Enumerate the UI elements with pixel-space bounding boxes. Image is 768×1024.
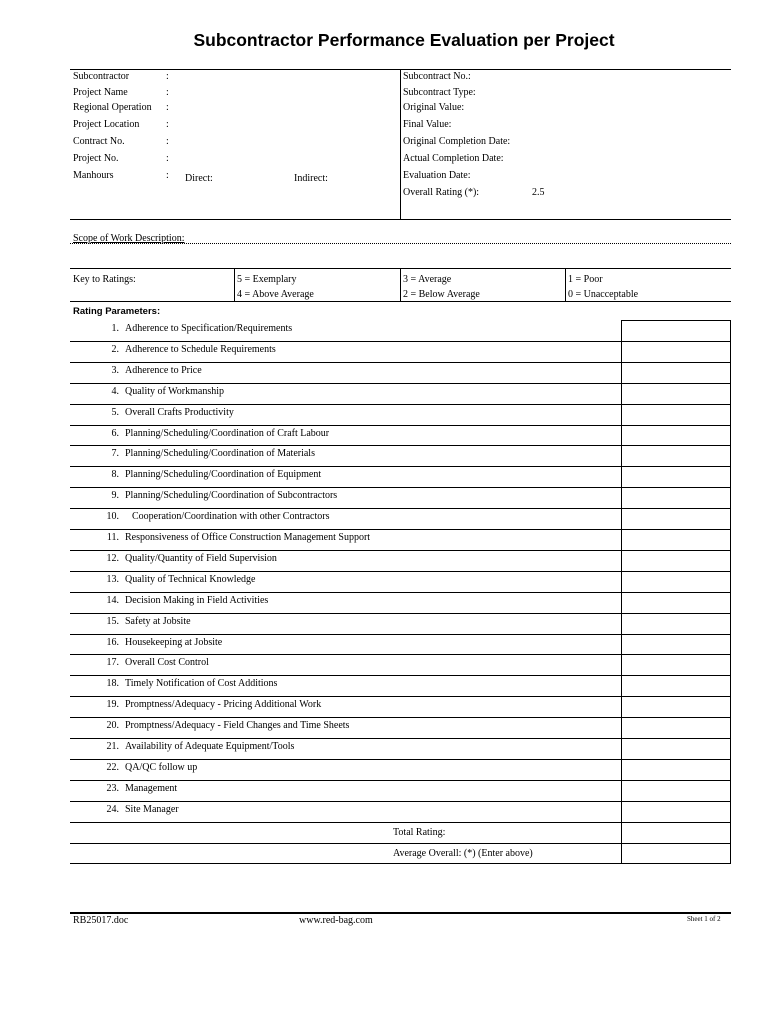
field-label: Project Location: [73, 119, 140, 130]
table-row: [70, 571, 731, 592]
parameter-number: 8.: [111, 469, 119, 481]
row-divider: [70, 675, 731, 676]
table-row: [70, 592, 731, 613]
parameter-number: 24.: [106, 803, 119, 815]
table-row: [70, 425, 731, 446]
field-label: Original Value:: [403, 102, 465, 113]
parameter-number: 17.: [106, 657, 119, 669]
parameter-number: 15.: [106, 615, 119, 627]
table-row: [70, 445, 731, 466]
parameter-number: 11.: [106, 532, 119, 543]
parameter-text: Quality of Workmanship: [125, 385, 224, 397]
field-colon: :: [166, 87, 169, 98]
parameter-text: Overall Crafts Productivity: [125, 406, 234, 418]
row-divider: [70, 466, 731, 467]
row-divider: [70, 383, 731, 384]
table-row: [70, 759, 731, 780]
parameter-number: 18.: [106, 678, 119, 690]
field-label: Actual Completion Date:: [403, 153, 504, 164]
table-row: [70, 550, 731, 571]
table-row: [70, 780, 731, 801]
row-divider: [70, 843, 731, 844]
parameter-number: 9.: [111, 490, 119, 502]
row-divider: [70, 738, 731, 739]
parameter-text: Management: [125, 782, 178, 794]
page-title: Subcontractor Performance Evaluation per Project: [193, 30, 615, 50]
table-row: [70, 696, 731, 717]
field-colon: :: [166, 102, 169, 113]
row-divider: [70, 362, 731, 363]
key-0: 0 = Unacceptable: [568, 289, 639, 300]
table-row: [70, 466, 731, 487]
row-divider: [70, 571, 731, 572]
row-divider: [70, 592, 731, 593]
parameter-text: Promptness/Adequacy - Field Changes and Time Sheets: [125, 720, 350, 732]
footer-rule: [70, 912, 731, 914]
parameter-text: Quality/Quantity of Field Supervision: [125, 552, 277, 564]
parameter-text: QA/QC follow up: [125, 761, 198, 773]
footer-sheet-number: Sheet 1 of 2: [687, 915, 721, 923]
rating-parameters-heading: Rating Parameters:: [73, 306, 161, 317]
row-divider: [70, 341, 731, 342]
field-label: Subcontractor: [73, 71, 130, 82]
manhours-direct: Direct:: [185, 173, 213, 184]
parameter-number: 6.: [111, 427, 119, 439]
field-colon: :: [166, 119, 169, 130]
footer-doc-name: RB25017.doc: [73, 915, 129, 926]
parameter-text: Cooperation/Coordination with other Contractors: [132, 511, 330, 523]
total-rating-label: Total Rating:: [393, 827, 446, 838]
parameter-number: 13.: [106, 573, 119, 585]
field-label: Overall Rating (*):: [403, 187, 480, 198]
parameter-text: Quality of Technical Knowledge: [125, 573, 256, 585]
row-divider: [70, 550, 731, 551]
table-row: [70, 654, 731, 675]
field-colon: :: [166, 136, 169, 147]
row-divider: [70, 863, 731, 864]
scope-of-work-label: Scope of Work Description:: [73, 233, 185, 244]
parameter-number: 16.: [106, 636, 119, 648]
key-divider-3: [565, 268, 566, 301]
row-divider: [70, 822, 731, 823]
field-label: Evaluation Date:: [403, 170, 471, 181]
row-divider: [70, 445, 731, 446]
overall-rating-value: 2.5: [532, 187, 545, 198]
parameter-text: Responsiveness of Office Construction Management Support: [125, 532, 371, 543]
key-5: 5 = Exemplary: [237, 274, 297, 285]
row-divider: [70, 613, 731, 614]
field-label: Manhours: [73, 170, 114, 181]
header-bottom-rule: [70, 219, 731, 220]
parameter-text: Site Manager: [125, 803, 179, 815]
parameter-number: 5.: [111, 406, 119, 418]
field-colon: :: [166, 153, 169, 164]
table-row: [70, 383, 731, 404]
parameter-number: 12.: [106, 552, 119, 564]
table-row: [70, 738, 731, 759]
table-row: [70, 341, 731, 362]
parameter-number: 2.: [111, 343, 119, 355]
parameter-number: 3.: [111, 364, 119, 376]
field-label: Regional Operation: [73, 102, 152, 113]
row-divider: [70, 801, 731, 802]
parameter-text: Planning/Scheduling/Coordination of Equipment: [125, 469, 322, 481]
key-4: 4 = Above Average: [237, 289, 314, 300]
field-label: Original Completion Date:: [403, 136, 511, 147]
parameter-text: Adherence to Specification/Requirements: [125, 323, 293, 334]
header-divider: [400, 69, 401, 219]
footer-url: www.red-bag.com: [299, 915, 373, 926]
average-overall-label: Average Overall: (*) (Enter above): [393, 848, 533, 859]
parameter-number: 7.: [111, 448, 119, 460]
table-row: [70, 508, 731, 529]
row-divider: [70, 634, 731, 635]
parameter-number: 20.: [106, 720, 119, 732]
row-divider: [70, 529, 731, 530]
table-row: [70, 613, 731, 634]
parameter-text: Housekeeping at Jobsite: [125, 636, 223, 648]
parameter-text: Planning/Scheduling/Coordination of Subcontractors: [125, 490, 338, 502]
field-label: Final Value:: [403, 119, 452, 130]
parameter-text: Planning/Scheduling/Coordination of Craft Labour: [125, 427, 330, 439]
key-label: Key to Ratings:: [73, 274, 136, 285]
parameter-number: 23.: [106, 782, 119, 794]
parameter-number: 1.: [111, 323, 119, 334]
scope-of-work-line: [70, 243, 731, 244]
key-bottom-rule: [70, 301, 731, 302]
table-row: [70, 717, 731, 738]
key-2: 2 = Below Average: [403, 289, 480, 300]
table-row: [70, 675, 731, 696]
parameter-number: 4.: [111, 385, 119, 397]
key-divider-1: [234, 268, 235, 301]
key-divider-2: [400, 268, 401, 301]
field-label: Project Name: [73, 87, 128, 98]
table-row: [70, 634, 731, 655]
key-3: 3 = Average: [403, 274, 452, 285]
row-divider: [70, 487, 731, 488]
parameter-text: Adherence to Price: [125, 364, 202, 376]
parameter-number: 22.: [106, 761, 119, 773]
row-divider: [70, 654, 731, 655]
parameter-text: Planning/Scheduling/Coordination of Materials: [125, 448, 315, 460]
parameter-text: Overall Cost Control: [125, 657, 209, 669]
key-1: 1 = Poor: [568, 274, 603, 285]
field-label: Project No.: [73, 153, 119, 164]
row-divider: [70, 780, 731, 781]
row-divider: [70, 696, 731, 697]
table-row: [70, 487, 731, 508]
table-row: [70, 320, 731, 341]
row-divider: [70, 425, 731, 426]
field-label: Subcontract Type:: [403, 87, 476, 98]
parameter-text: Adherence to Schedule Requirements: [125, 343, 276, 355]
parameter-text: Timely Notification of Cost Additions: [125, 678, 278, 690]
field-colon: :: [166, 71, 169, 82]
field-label: Subcontract No.:: [403, 71, 471, 82]
table-row: [70, 362, 731, 383]
row-divider: [70, 717, 731, 718]
row-divider: [70, 508, 731, 509]
row-divider: [70, 759, 731, 760]
parameter-number: 21.: [106, 741, 119, 752]
parameter-number: 14.: [106, 594, 119, 606]
parameter-number: 10.: [106, 511, 119, 523]
parameter-number: 19.: [106, 699, 119, 711]
field-colon: :: [166, 170, 169, 181]
table-row: [70, 529, 731, 550]
manhours-indirect: Indirect:: [294, 173, 328, 184]
parameter-text: Availability of Adequate Equipment/Tools: [125, 741, 295, 752]
parameter-text: Decision Making in Field Activities: [125, 594, 269, 606]
table-row: [70, 404, 731, 425]
field-label: Contract No.: [73, 136, 125, 147]
parameter-text: Promptness/Adequacy - Pricing Additional Work: [125, 699, 322, 711]
row-divider: [70, 404, 731, 405]
parameter-text: Safety at Jobsite: [125, 615, 191, 627]
table-row: [70, 801, 731, 822]
